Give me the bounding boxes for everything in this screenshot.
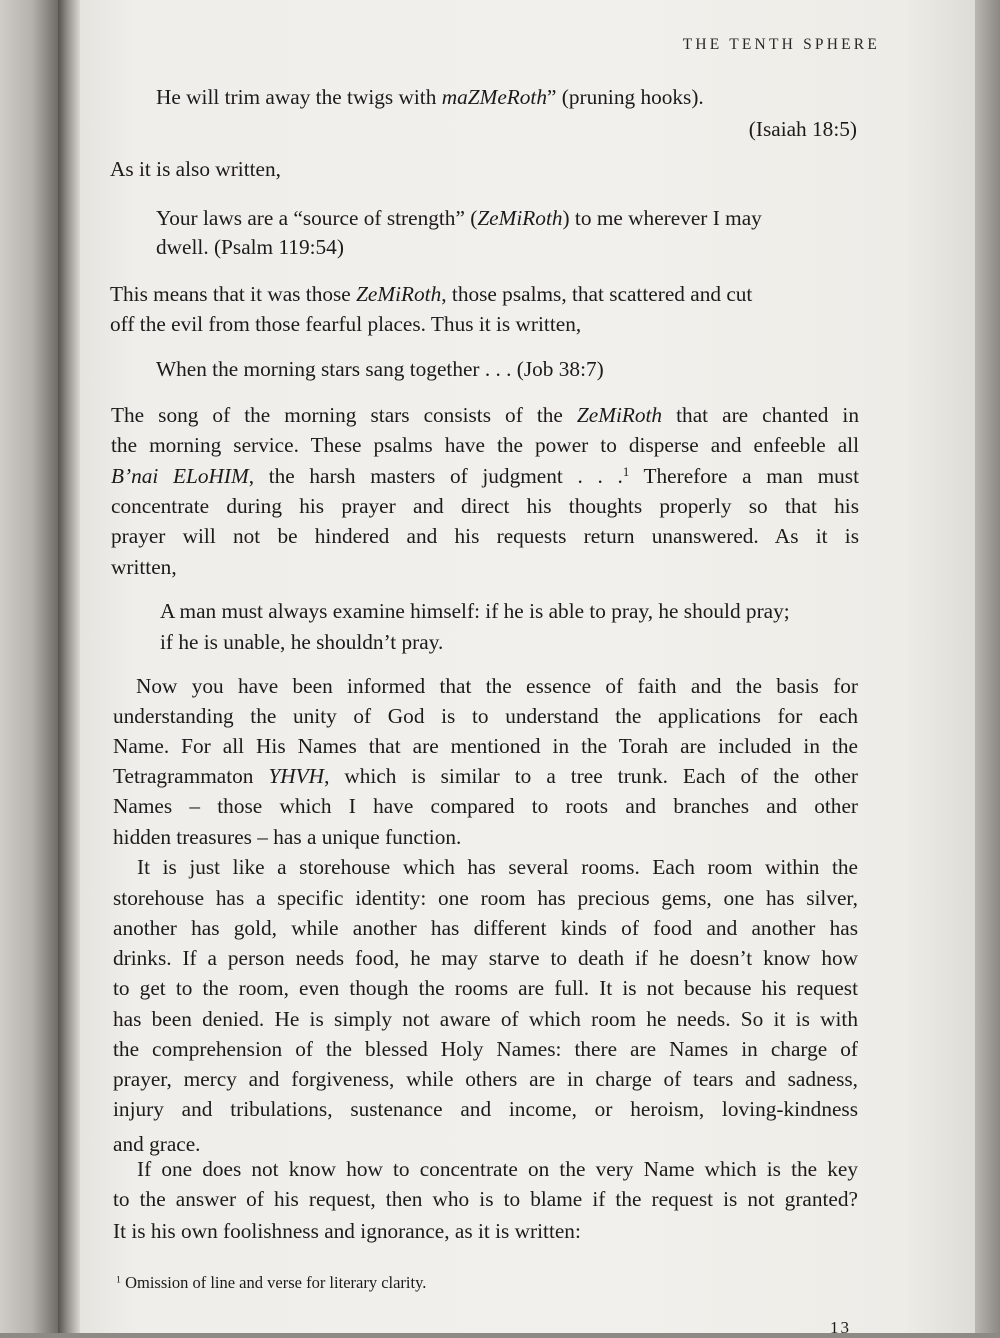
quote-line: When the morning stars sang together . . . (Job 38:7) — [156, 357, 604, 381]
facing-page-edge — [0, 0, 58, 1333]
text-line: prayer, mercy and forgiveness, while others are in charge of tears and sadness, — [113, 1067, 858, 1091]
text-line: written, — [111, 555, 177, 579]
text-line: drinks. If a person needs food, he may starve to death if he doesn’t know how — [113, 946, 858, 970]
text-line: Names – those which I have compared to roots and branches and other — [113, 794, 858, 818]
text-line: Tetragrammaton YHVH, which is similar to a tree trunk. Each of the other — [113, 764, 858, 788]
running-header: THE TENTH SPHERE — [682, 36, 880, 53]
footnote-number: 1 — [116, 1274, 121, 1286]
book-gutter — [58, 0, 80, 1333]
text-line: concentrate during his prayer and direct his thoughts properly so that his — [111, 494, 859, 518]
text-line: has been denied. He is simply not aware of which room he needs. So it is with — [113, 1007, 858, 1031]
text-line: understanding the unity of God is to understand the applications for each — [113, 704, 858, 728]
text-line: B’nai ELoHIM, the harsh masters of judgment . . .$^1$ Therefore a man must — [111, 464, 860, 488]
citation: (Isaiah 18:5) — [748, 117, 857, 141]
text-line: and grace. — [113, 1132, 201, 1156]
text-line: injury and tribulations, sustenance and income, or heroism, loving-kindness — [113, 1097, 858, 1121]
text-line: The song of the morning stars consists of the ZeMiRoth that are chanted in — [111, 403, 859, 427]
text-line: hidden treasures – has a unique function. — [113, 825, 462, 849]
text-line: It is his own foolishness and ignorance, as it is written: — [113, 1219, 581, 1243]
text-line: the comprehension of the blessed Holy Names: there are Names in charge of — [113, 1037, 858, 1061]
text-line: to get to the room, even though the rooms are full. It is not because his request — [113, 976, 858, 1000]
text-line: Now you have been informed that the essence of faith and the basis for — [136, 674, 858, 698]
text-line: off the evil from those fearful places. Thus it is written, — [110, 312, 582, 336]
quote-line: dwell. (Psalm 119:54) — [156, 235, 344, 259]
text-line: As it is also written, — [110, 157, 281, 181]
text-line: prayer will not be hindered and his requests return unanswered. As it is — [111, 524, 859, 548]
footnote-text: Omission of line and verse for literary clarity. — [125, 1273, 427, 1292]
quote-line: Your laws are a “source of strength” (ZeMiRoth) to me wherever I may — [156, 206, 762, 230]
text-line: storehouse has a specific identity: one room has precious gems, one has silver, — [113, 886, 858, 910]
background-surface — [975, 0, 1000, 1333]
quote-line: He will trim away the twigs with maZMeRoth” (pruning hooks). — [156, 85, 704, 109]
text-line: It is just like a storehouse which has several rooms. Each room within the — [137, 855, 858, 879]
quote-line: A man must always examine himself: if he is able to pray, he should pray; — [160, 599, 790, 623]
text-line: If one does not know how to concentrate on the very Name which is the key — [137, 1157, 858, 1181]
text-line: another has gold, while another has different kinds of food and another has — [113, 916, 858, 940]
footnote-marker: 1 — [622, 464, 630, 479]
text-line: This means that it was those ZeMiRoth, those psalms, that scattered and cut — [110, 282, 753, 306]
page-number: 13 — [830, 1318, 851, 1337]
quote-line: if he is unable, he shouldn’t pray. — [160, 630, 444, 654]
book-page — [80, 0, 975, 1333]
text-line: the morning service. These psalms have the power to disperse and enfeeble all — [111, 433, 859, 457]
text-line: to the answer of his request, then who is to blame if the request is not granted? — [113, 1187, 858, 1211]
footnote — [116, 1273, 426, 1293]
text-line: Name. For all His Names that are mentioned in the Torah are included in the — [113, 734, 858, 758]
